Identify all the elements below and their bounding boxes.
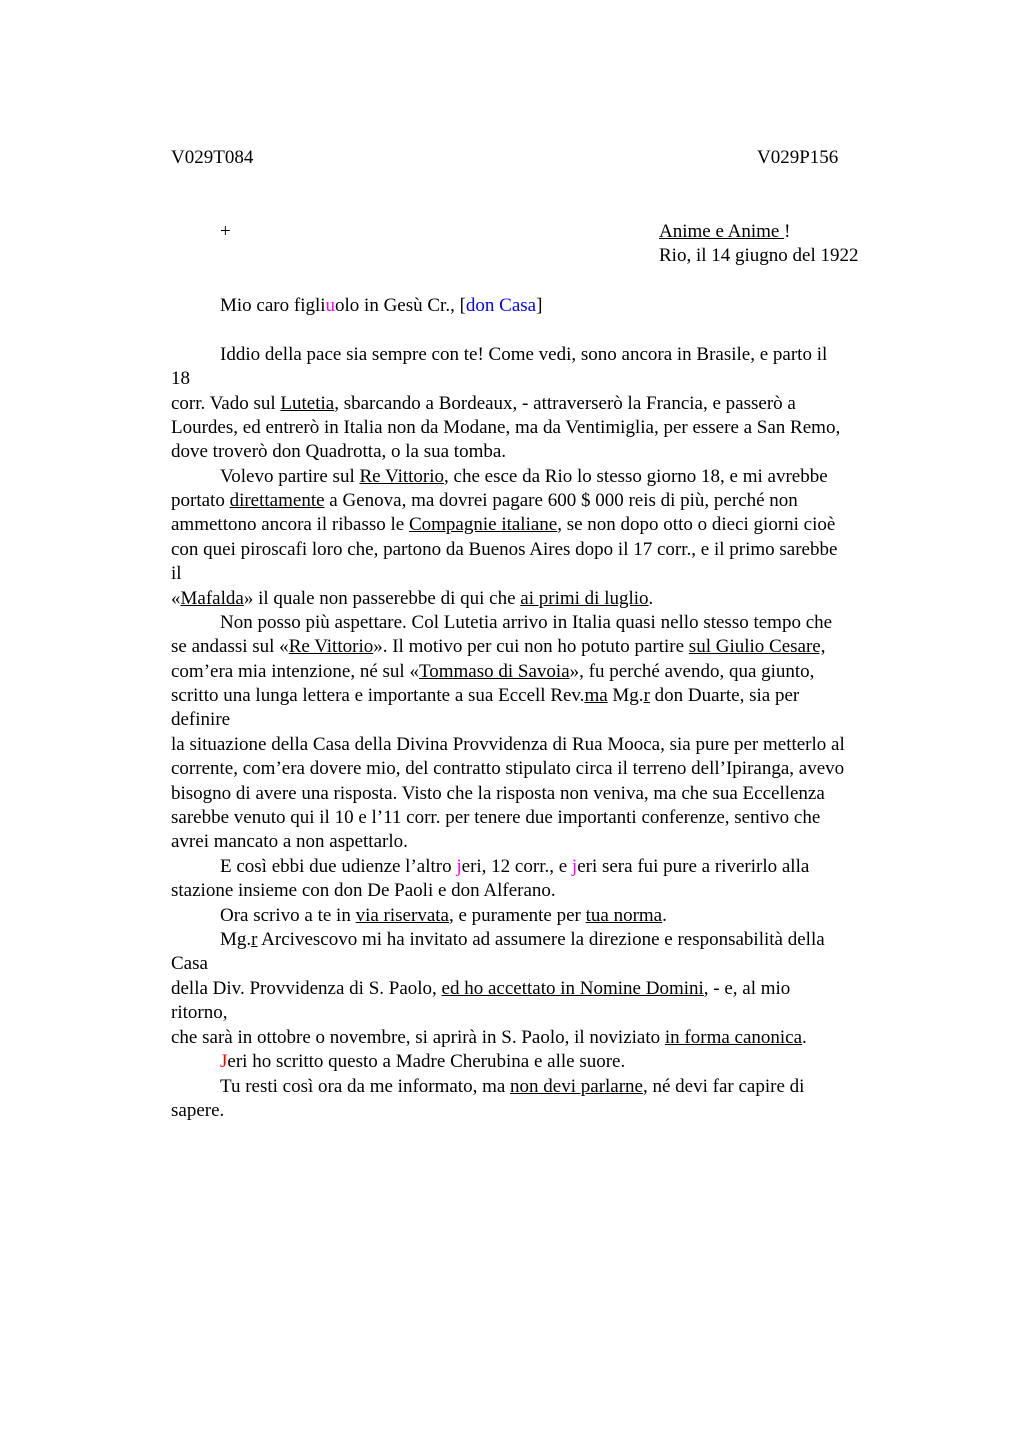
title-mark: ! <box>784 221 791 242</box>
body-line: corr. Vado sul Lutetia, sbarcando a Bordeaux, - attraverserò la Francia, e passerò a <box>171 393 796 414</box>
body-line: che sarà in ottobre o novembre, si aprirà in S. Paolo, il noviziato in forma canonica. <box>171 1027 807 1048</box>
body-line: la situazione della Casa della Divina Provvidenza di Rua Mooca, sia pure per metterlo al <box>171 734 845 755</box>
body-line: scritto una lunga lettera e importante a sua Eccell Rev.ma Mg.r don Duarte, sia per <box>171 685 800 706</box>
body-line: «Mafalda» il quale non passerebbe di qui che ai primi di luglio. <box>171 588 654 609</box>
body-line: 18 <box>171 368 190 389</box>
header-left-code: V029T084 <box>171 147 254 168</box>
title-text: Anime e Anime <box>659 221 785 242</box>
body-line: Volevo partire sul Re Vittorio, che esce da Rio lo stesso giorno 18, e mi avrebbe <box>220 466 828 487</box>
body-line: della Div. Provvidenza di S. Paolo, ed ho accettato in Nomine Domini, - e, al mio <box>171 978 791 999</box>
body-line: se andassi sul «Re Vittorio». Il motivo per cui non ho potuto partire sul Giulio Cesare, <box>171 636 826 657</box>
body-line: Casa <box>171 953 208 974</box>
body-line: con quei piroscafi loro che, partono da Buenos Aires dopo il 17 corr., e il primo sarebbe <box>171 539 838 560</box>
body-line: portato direttamente a Genova, ma dovrei pagare 600 $ 000 reis di più, perché non <box>171 490 798 511</box>
body-line: Jeri ho scritto questo a Madre Cherubina e alle suore. <box>220 1051 626 1072</box>
body-line: ritorno, <box>171 1002 228 1023</box>
body-line: dove troverò don Quadrotta, o la sua tomba. <box>171 441 507 462</box>
body-line: definire <box>171 709 231 730</box>
body-line: ammettono ancora il ribasso le Compagnie italiane, se non dopo otto o dieci giorni cioè <box>171 514 836 535</box>
body-line: corrente, com’era dovere mio, del contratto stipulato circa il terreno dell’Ipiranga, avevo <box>171 758 845 779</box>
body-line: avrei mancato a non aspettarlo. <box>171 831 408 852</box>
body-line: Ora scrivo a te in via riservata, e puramente per tua norma. <box>220 905 667 926</box>
body-line: com’era mia intenzione, né sul «Tommaso di Savoia», fu perché avendo, qua giunto, <box>171 661 815 682</box>
header-right-code: V029P156 <box>757 147 839 168</box>
body-line: bisogno di avere una risposta. Visto che la risposta non veniva, ma che sua Eccellenza <box>171 783 825 804</box>
salutation: Mio caro figliuolo in Gesù Cr., [don Casa] <box>220 295 543 316</box>
body-line: Mg.r Arcivescovo mi ha invitato ad assumere la direzione e responsabilità della <box>220 929 825 950</box>
body-line: Non posso più aspettare. Col Lutetia arrivo in Italia quasi nello stesso tempo che <box>220 612 833 633</box>
body-line: Iddio della pace sia sempre con te! Come vedi, sono ancora in Brasile, e parto il <box>220 344 828 365</box>
body-line: E così ebbi due udienze l’altro jeri, 12 corr., e jeri sera fui pure a riverirlo alla <box>220 856 810 877</box>
letter-date: Rio, il 14 giugno del 1922 <box>659 245 859 266</box>
cross-mark: + <box>220 221 231 242</box>
body-line: sapere. <box>171 1100 225 1121</box>
body-line: sarebbe venuto qui il 10 e l’11 corr. per tenere due importanti conferenze, sentivo che <box>171 807 821 828</box>
body-line: stazione insieme con don De Paoli e don Alferano. <box>171 880 556 901</box>
body-line: Tu resti così ora da me informato, ma non devi parlarne, né devi far capire di <box>220 1076 805 1097</box>
body-line: Lourdes, ed entrerò in Italia non da Modane, ma da Ventimiglia, per essere a San Remo, <box>171 417 841 438</box>
body-line: il <box>171 563 182 584</box>
letter-title <box>659 220 790 244</box>
